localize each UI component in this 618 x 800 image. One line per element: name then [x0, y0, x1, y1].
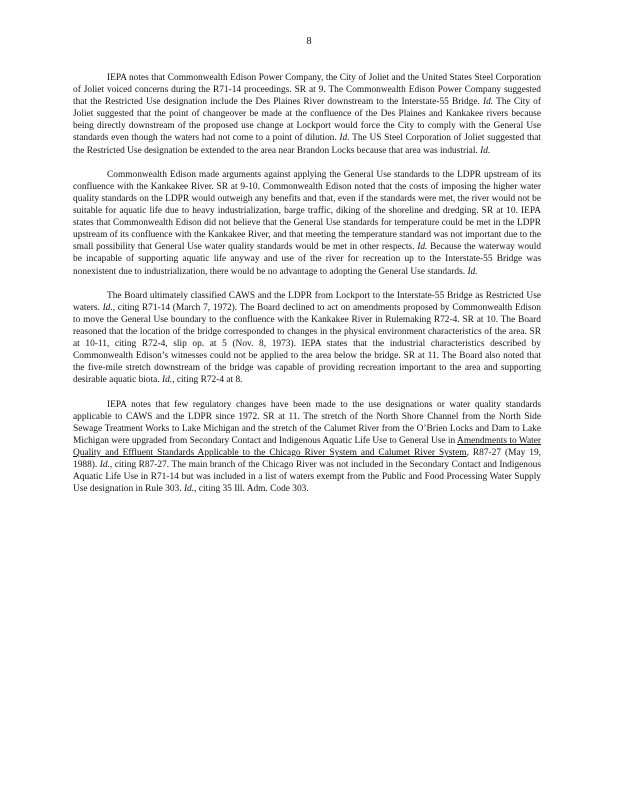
citation-id: Id. — [480, 145, 491, 156]
paragraph — [73, 72, 541, 157]
paragraph-text: , citing 35 Ill. Adm. Code 303. — [194, 484, 309, 495]
citation-id: Id. — [99, 460, 110, 470]
citation-id: Id. — [183, 484, 195, 495]
page-number: 8 — [306, 36, 312, 47]
paragraph-text: IEPA notes that Commonwealth Edison Power Company, the City of Joliet and the United States Steel Corporation of Joliet voiced concerns during the R71-14 proceedings. SR at 9. The Commonwealth Edison Power Company suggested that the Restricted Use designation include the Des Plaines River downstream to the Interstate-55 Bridge. — [73, 73, 541, 108]
document-body — [73, 72, 541, 507]
citation-id: Id. — [162, 375, 173, 386]
paragraph-text: The US Steel Corporation of Joliet suggested that the Restricted Use designation be extended to the area near Brandon Locks because that area was industrial. — [73, 133, 542, 156]
paragraph-text: Because the waterway would be incapable of supporting aquatic life anyway and use of the river for recreation up to the Interstate-55 Bridge was nonexistent due to industrialization, there would be no advantage to adopting the General Use standards. — [73, 242, 542, 277]
paragraph — [73, 399, 541, 496]
paragraph-text: The Board ultimately classified CAWS and the LDPR from Lockport to the Interstate-55 Bridge as Restricted Use waters. — [73, 290, 541, 313]
paragraph-text: , citing R71-14 (March 7, 1972). The Board declined to act on amendments proposed by Commonwealth Edison to move the General Use boundary to the confluence with the Kankakee River in Rulemaking R72-4. SR at 10. The Board reasoned that the location of the bridge corresponded to changes in the physical environment characteristics of the area. SR at 10-11, citing R72-4, slip op. at 5 (Nov. 8, 1973). IEPA states that the industrial characteristics described by Commonwealth Edison’s witnesses could not be applied to the area below the bridge. SR at 11. The Board also noted that the five-mile stretch downstream of the bridge was capable of providing recreation important to the area and supporting desirable aquatic biota. — [73, 302, 541, 386]
paragraph-text: , R87-27 (May 19, 1988). — [73, 447, 542, 470]
paragraph-text: , citing R72-4 at 8. — [172, 375, 243, 386]
case-title: Amendments to Water Quality and Effluent Standards Applicable to the Chicago River System and Calumet River System — [73, 435, 542, 458]
citation-id: Id. — [417, 242, 428, 253]
citation-id: Id. — [467, 266, 478, 277]
paragraph-text: IEPA notes that few regulatory changes have been made to the use designations or water quality standards applicable to CAWS and the LDPR since 1972. SR at 11. The stretch of the North Shore Channel from the North Side Sewage Treatment Works to Lake Michigan and the stretch of the Calumet River from the O’Brien Locks and Dam to Lake Michigan were upgraded from Secondary Contact and Indigenous Aquatic Life Use to General Use in — [73, 399, 541, 446]
citation-id: Id. — [483, 97, 494, 108]
paragraph — [73, 169, 541, 278]
paragraph — [73, 290, 541, 387]
paragraph-text: The City of Joliet suggested that the point of changeover be made at the confluence of the Des Plaines and Kankakee rivers because being directly downstream of the proposed use change at Lockport would force the City to comply with the General Use standards even though the waters had not come to a point of dilution. — [73, 97, 541, 144]
paragraph-text: Commonwealth Edison made arguments against applying the General Use standards to the LDPR upstream of its confluence with the Kankakee River. SR at 9-10. Commonwealth Edison noted that the costs of imposing the higher water quality standards on the LDPR would outweigh any benefits and that, even if the standards were met, the river would not be suitable for aquatic life due to heavy industrialization, barge traffic, diking of the shoreline and dredging. SR at 10. IEPA states that Commonwealth Edison did not believe that the General Use standards for temperature could be met in the LDPR upstream of its confluence with the Kankakee River, and that meeting the temperature standard was not important due to the small possibility that General Use water quality standards would be met in other respects. — [73, 169, 541, 253]
citation-id: Id. — [339, 133, 350, 144]
citation-id: Id. — [102, 302, 113, 313]
paragraph-text: , citing R87-27. The main branch of the Chicago River was not included in the Secondary Contact and Indigenous Aquatic Life Use in R71-14 but was included in a list of waters exempt from the Public and Food Processing Water Supply Use designation in Rule 303. — [73, 460, 542, 495]
